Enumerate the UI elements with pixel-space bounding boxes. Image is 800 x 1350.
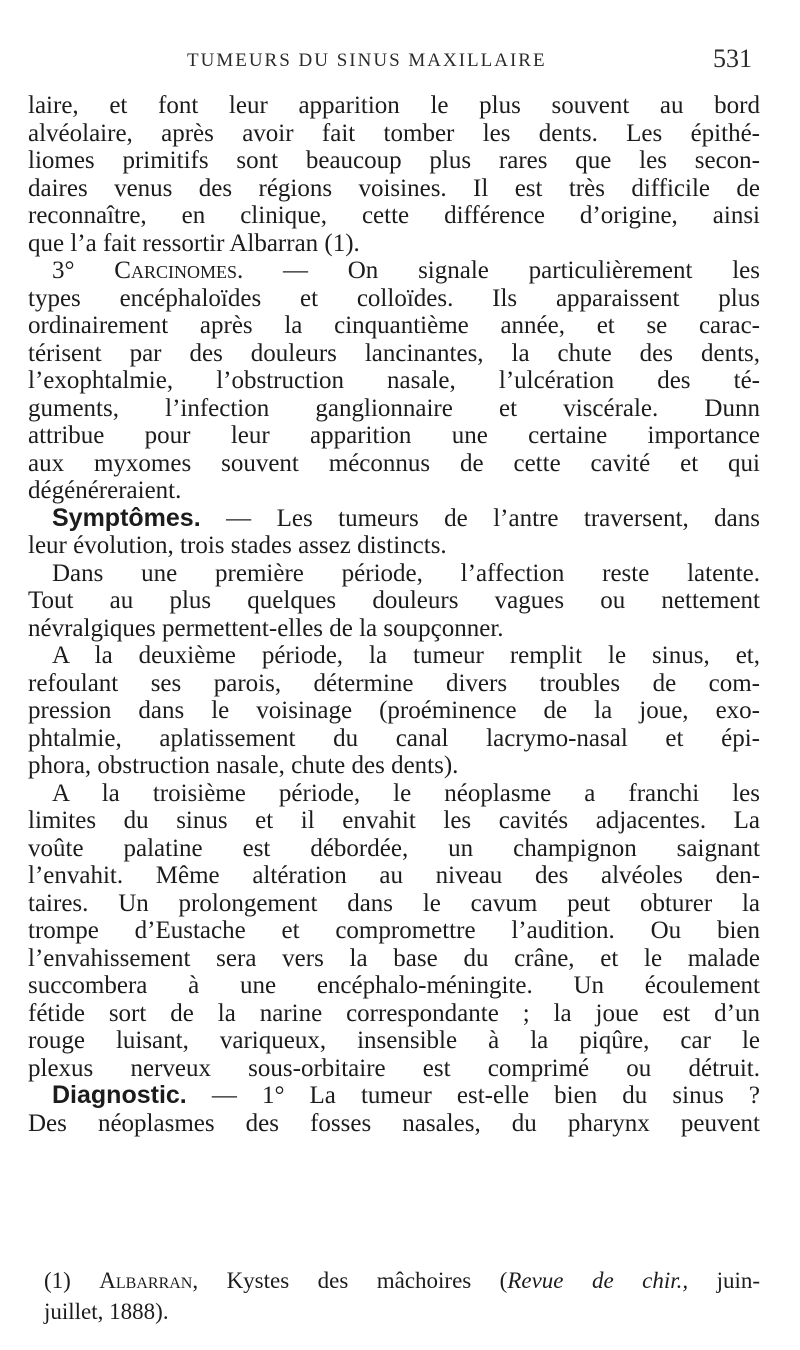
text-line: leur évolution, trois stades assez distincts.	[28, 532, 447, 559]
text-line: Tout au plus quelques douleurs vagues ou nettement	[28, 587, 760, 614]
text-line: plexus nerveux sous-orbitaire est comprimé ou détruit.	[28, 1054, 760, 1082]
text-line: A la troisième période, le néoplasme a franchi les	[52, 779, 760, 807]
footnote	[44, 1265, 760, 1327]
text-line: refoulant ses parois, détermine divers troubles de com-	[28, 669, 760, 697]
text-line: voûte palatine est débordée, un champignon saignant	[28, 834, 760, 862]
symptomes-first-line	[28, 505, 760, 533]
text-segment: — 1° La tumeur est-elle bien du sinus ?	[211, 1082, 760, 1109]
text-line: pression dans le voisinage (proéminence de la joue, exo-	[28, 697, 760, 724]
text-line: alvéolaire, après avoir fait tomber les dents. Les épithé-	[28, 119, 760, 147]
text-line: liomes primitifs sont beaucoup plus rares que les secon-	[28, 147, 760, 174]
text-line: attribue pour leur apparition une certaine importance	[28, 422, 760, 449]
text-line: l’envahissement sera vers la base du crâne, et le malade	[28, 944, 760, 972]
section-number: 3°	[52, 257, 75, 284]
symptomes-heading: Symptômes.	[52, 504, 201, 532]
body-text	[28, 92, 760, 1137]
text-line: Dans une première période, l’affection reste latente.	[52, 559, 760, 587]
text-line: que l’a fait ressortir Albarran (1).	[28, 229, 360, 257]
page-number: 531	[713, 44, 752, 73]
text-line: phora, obstruction nasale, chute des dents).	[28, 752, 459, 779]
text-line: types encéphaloïdes et colloïdes. Ils apparaissent plus	[28, 284, 760, 312]
text-line: rouge luisant, variqueux, insensible à la piqûre, car le	[28, 1027, 760, 1054]
footnote-marker: (1)	[44, 1268, 71, 1293]
text-line: succombera à une encéphalo-méningite. Un écoulement	[28, 972, 760, 999]
text-line: fétide sort de la narine correspondante ; la joue est d’un	[28, 999, 760, 1027]
carcinomes-first-line	[28, 257, 760, 285]
text-line: laire, et font leur apparition le plus souvent au bord	[28, 92, 760, 119]
text-segment: — On signale particulièrement les	[282, 257, 760, 284]
text-line: daires venus des régions voisines. Il est très difficile de	[28, 174, 760, 202]
text-segment: — Les tumeurs de l’antre traversent, dans	[226, 504, 760, 532]
carcinomes-heading: Carcinomes.	[114, 257, 244, 284]
footnote-author: Albarran,	[99, 1268, 199, 1293]
text-line: trompe d’Eustache et compromettre l’audition. Ou bien	[28, 917, 760, 944]
text-line: limites du sinus et il envahit les cavités adjacentes. La	[28, 807, 760, 834]
text-line: aux myxomes souvent méconnus de cette cavité et qui	[28, 449, 760, 477]
text-line: taires. Un prolongement dans le cavum peut obturer la	[28, 889, 760, 917]
text-line: térisent par des douleurs lancinantes, la chute des dents,	[28, 339, 760, 367]
footnote-title: Kystes des mâchoires	[226, 1268, 472, 1293]
text-line: A la deuxième période, la tumeur remplit le sinus, et,	[52, 642, 760, 669]
text-line: l’envahit. Même altération au niveau des alvéoles den-	[28, 862, 760, 889]
diagnostic-first-line	[28, 1082, 760, 1110]
text-line: l’exophtalmie, l’obstruction nasale, l’ulcération des té-	[28, 367, 760, 394]
footnote-date: juin-	[716, 1268, 761, 1293]
page-header	[0, 44, 800, 84]
text-line: reconnaître, en clinique, cette différence d’origine, ainsi	[28, 202, 760, 229]
footnote-journal: Revue de chir.,	[507, 1268, 689, 1293]
text-line: Des néoplasmes des fosses nasales, du pharynx peuvent	[28, 1109, 760, 1137]
text-line: ordinairement après la cinquantième année, et se carac-	[28, 312, 760, 339]
running-title: TUMEURS DU SINUS MAXILLAIRE	[187, 50, 547, 71]
footnote-line: (1) Albarran, Kystes des mâchoires (Revue de chir., juin-	[44, 1268, 761, 1293]
text-line: névralgiques permettent-elles de la soupçonner.	[28, 614, 504, 642]
diagnostic-heading: Diagnostic.	[52, 1082, 187, 1109]
text-line: phtalmie, aplatissement du canal lacrymo-nasal et épi-	[28, 724, 760, 752]
text-line: guments, l’infection ganglionnaire et viscérale. Dunn	[28, 394, 760, 422]
footnote-line: juillet, 1888).	[44, 1299, 169, 1324]
text-line: dégénéreraient.	[28, 477, 182, 504]
